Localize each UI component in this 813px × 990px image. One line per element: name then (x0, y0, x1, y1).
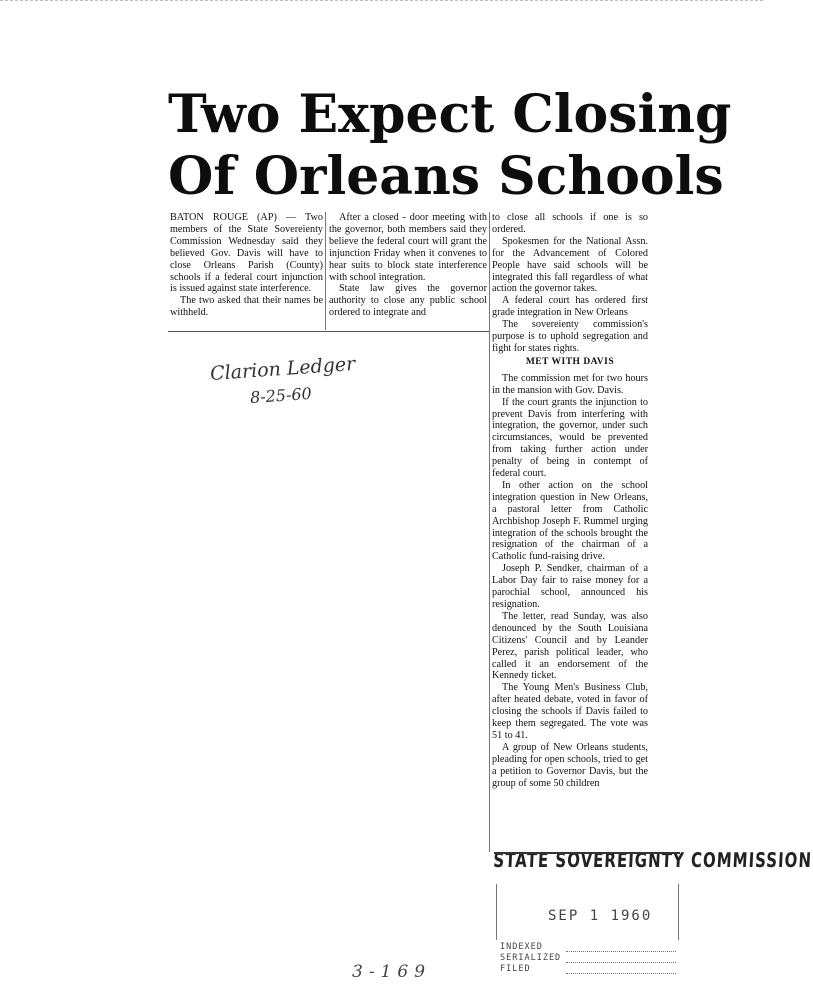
paragraph: State law gives the governor authority to close any public school ordered to integrate and (329, 283, 487, 319)
stamp-right-rule (678, 884, 679, 940)
stamp-text: STATE SOVEREIGNTY COMMISSION (492, 848, 813, 873)
article-column-1 (170, 212, 323, 319)
column-bottom-rule (168, 331, 489, 332)
paragraph: The Young Men's Business Club, after heated debate, voted in favor of closing the schools if Davis failed to keep them segregated. The vote was 51 to 41. (492, 682, 648, 741)
paragraph: The sovereienty commission's purpose is to uphold segregation and fight for states rights. (492, 319, 648, 354)
handwritten-file-number: 3-169 (352, 962, 432, 982)
paragraph: The letter, read Sunday, was also denounced by the South Louisiana Citizens' Council and by Leander Perez, parish political leader, who called it an endorsement of the Kennedy ticket. (492, 610, 648, 682)
serialized-label: SERIALIZED (500, 953, 562, 963)
article-column-3 (492, 212, 648, 790)
page-top-edge (0, 0, 763, 1)
paragraph: to close all schools if one is so ordered. (492, 212, 648, 235)
subheading: MET WITH DAVIS (525, 356, 615, 367)
column-divider (325, 212, 326, 330)
filing-stamp (500, 942, 561, 975)
paragraph: Joseph P. Sendker, chairman of a Labor Day fair to raise money for a parochial school, announced his resignation. (492, 563, 648, 610)
headline-line-2: Of Orleans Schools (168, 146, 724, 207)
filing-line (566, 973, 676, 974)
column-divider (489, 212, 490, 852)
paragraph: If the court grants the injunction to prevent Davis from interfering with integration, the governor, under such circumstances, would be prevented from taking further action under penalty of being in contempt of federal court. (492, 396, 648, 480)
paragraph: BATON ROUGE (AP) — Two members of the State Sovereienty Commission Wednesday said they believed Gov. Davis will have to close Orleans Parish (County) schools if a federal court injunction is issued against state interference. (170, 212, 323, 295)
handwritten-source: Clarion Ledger (209, 352, 356, 386)
paragraph: Spokesmen for the National Assn. for the Advancement of Colored People have said schools will be integrated this fall regardless of what action the governor takes. (492, 235, 648, 295)
handwritten-date: 8-25-60 (249, 383, 313, 408)
stamp-left-rule (496, 884, 497, 940)
headline-line-1: Two Expect Closing (168, 84, 732, 145)
paragraph: The two asked that their names be withheld. (170, 295, 323, 319)
indexed-label: INDEXED (500, 942, 543, 952)
filed-label: FILED (500, 964, 531, 974)
stamp-top-rule (494, 852, 680, 854)
paragraph: A group of New Orleans students, pleading for open schools, tried to get a petition to Governor Davis, but the group of some 50 children (492, 741, 648, 789)
filing-line (566, 951, 676, 952)
paragraph: The commission met for two hours in the mansion with Gov. Davis. (492, 372, 648, 396)
paragraph: After a closed - door meeting with the governor, both members said they believe the federal court will grant the injunction Friday when it convenes to hear suits to block state interference with school integration. (329, 212, 487, 283)
paragraph: In other action on the school integration question in New Orleans, a pastoral letter from Catholic Archbishop Joseph F. Rummel urging integration of the schools brought the resignation of the chairman of a Catholic fund-raising drive. (492, 479, 648, 563)
stamp-date: SEP 1 1960 (548, 908, 653, 924)
filing-line (566, 962, 676, 963)
paragraph: A federal court has ordered first grade integration in New Orleans (492, 295, 648, 319)
article-column-2 (329, 212, 487, 319)
